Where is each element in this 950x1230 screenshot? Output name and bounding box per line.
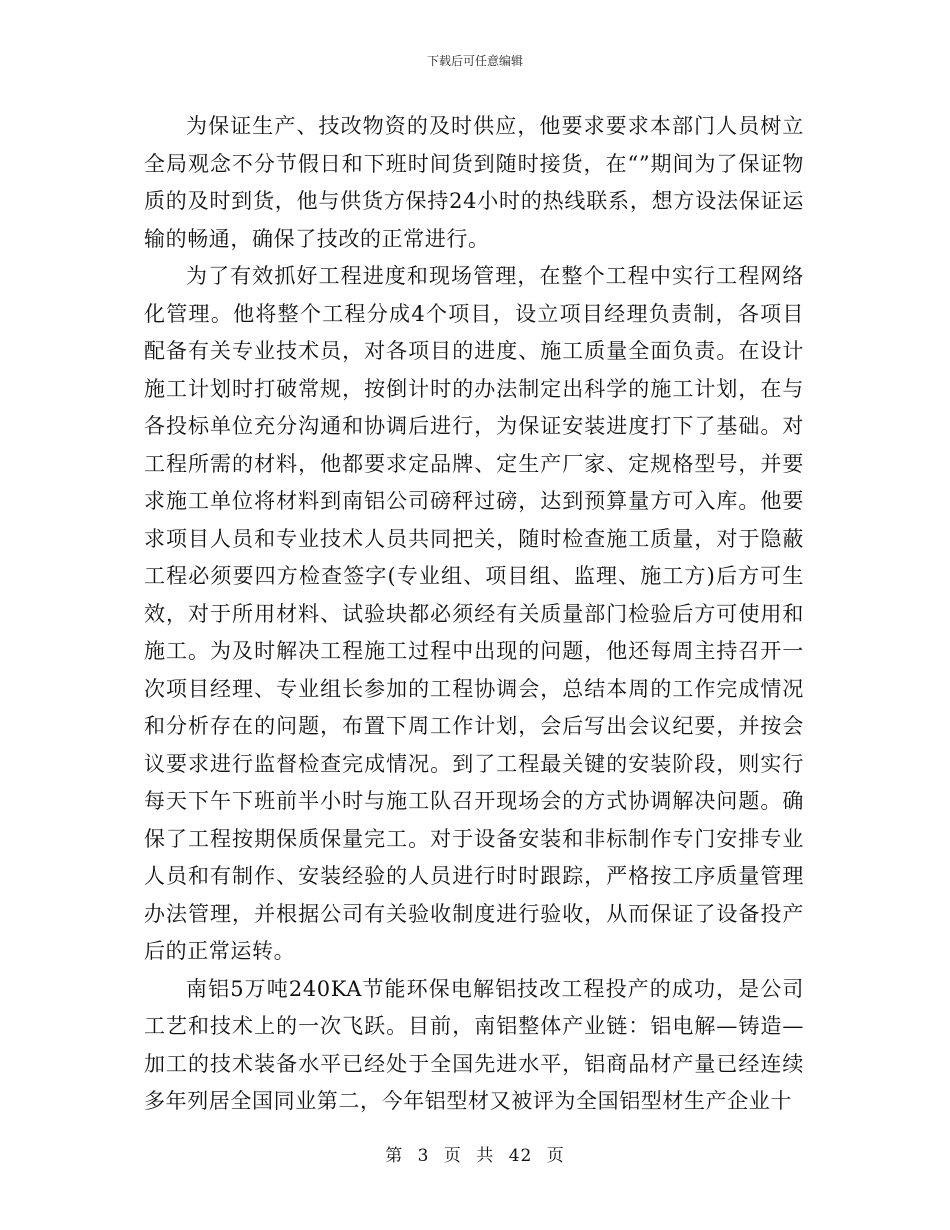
header-note: 下载后可任意编辑: [426, 54, 523, 68]
footer-current-page: 3: [417, 1146, 430, 1166]
paragraph-material-supply: 为保证生产、技改物资的及时供应，他要求要求本部门人员树立全局观念不分节假日和下班时间货到随时接货，在“”期间为了保证物质的及时到货，他与供货方保持24小时的热线联系，想方设法保证运输的畅通，确保了技改的正常进行。: [144, 114, 804, 251]
paragraph-technical-leap: 南铝5万吨240KA节能环保电解铝技改工程投产的成功，是公司工艺和技术上的一次飞跃。目前，南铝整体产业链：铝电解—铸造—加工的技术装备水平已经处于全国先进水平，铝商品材产量已经连续多年列居全国同业第二，今年铝型材又被评为全国铝型材生产企业十: [144, 976, 804, 1113]
page-footer: [0, 1146, 950, 1166]
footer-label-total-unit: 页: [546, 1146, 565, 1166]
footer-label-page: 第: [385, 1146, 404, 1166]
footer-label-page-unit: 页: [443, 1146, 462, 1166]
body-text: [144, 108, 804, 1121]
footer-label-total: 共: [476, 1146, 495, 1166]
footer-total-pages: 42: [508, 1146, 533, 1166]
paragraph-project-management: 为了有效抓好工程进度和现场管理，在整个工程中实行工程网络化管理。他将整个工程分成4个项目，设立项目经理负责制，各项目配备有关专业技术员，对各项目的进度、施工质量全面负责。在设计施工计划时打破常规，按倒计时的办法制定出科学的施工计划，在与各投标单位充分沟通和协调后进行，为保证安装进度打下了基础。对工程所需的材料，他都要求定品牌、定生产厂家、定规格型号，并要求施工单位将材料到南铝公司磅秤过磅，达到预算量方可入库。他要求项目人员和专业技术人员共同把关，随时检查施工质量，对于隐蔽工程必须要四方检查签字(专业组、项目组、监理、施工方)后方可生效，对于所用材料、试验块都必须经有关质量部门检验后方可使用和施工。为及时解决工程施工过程中出现的问题，他还每周主持召开一次项目经理、专业组长参加的工程协调会，总结本周的工作完成情况和分析存在的问题，布置下周工作计划，会后写出会议纪要，并按会议要求进行监督检查完成情况。到了工程最关键的安装阶段，则实行每天下午下班前半小时与施工队召开现场会的方式协调解决问题。确保了工程按期保质保量完工。对于设备安装和非标制作专门安排专业人员和有制作、安装经验的人员进行时时跟踪，严格按工序质量管理办法管理，并根据公司有关验收制度进行验收，从而保证了设备投产后的正常运转。: [144, 264, 804, 963]
